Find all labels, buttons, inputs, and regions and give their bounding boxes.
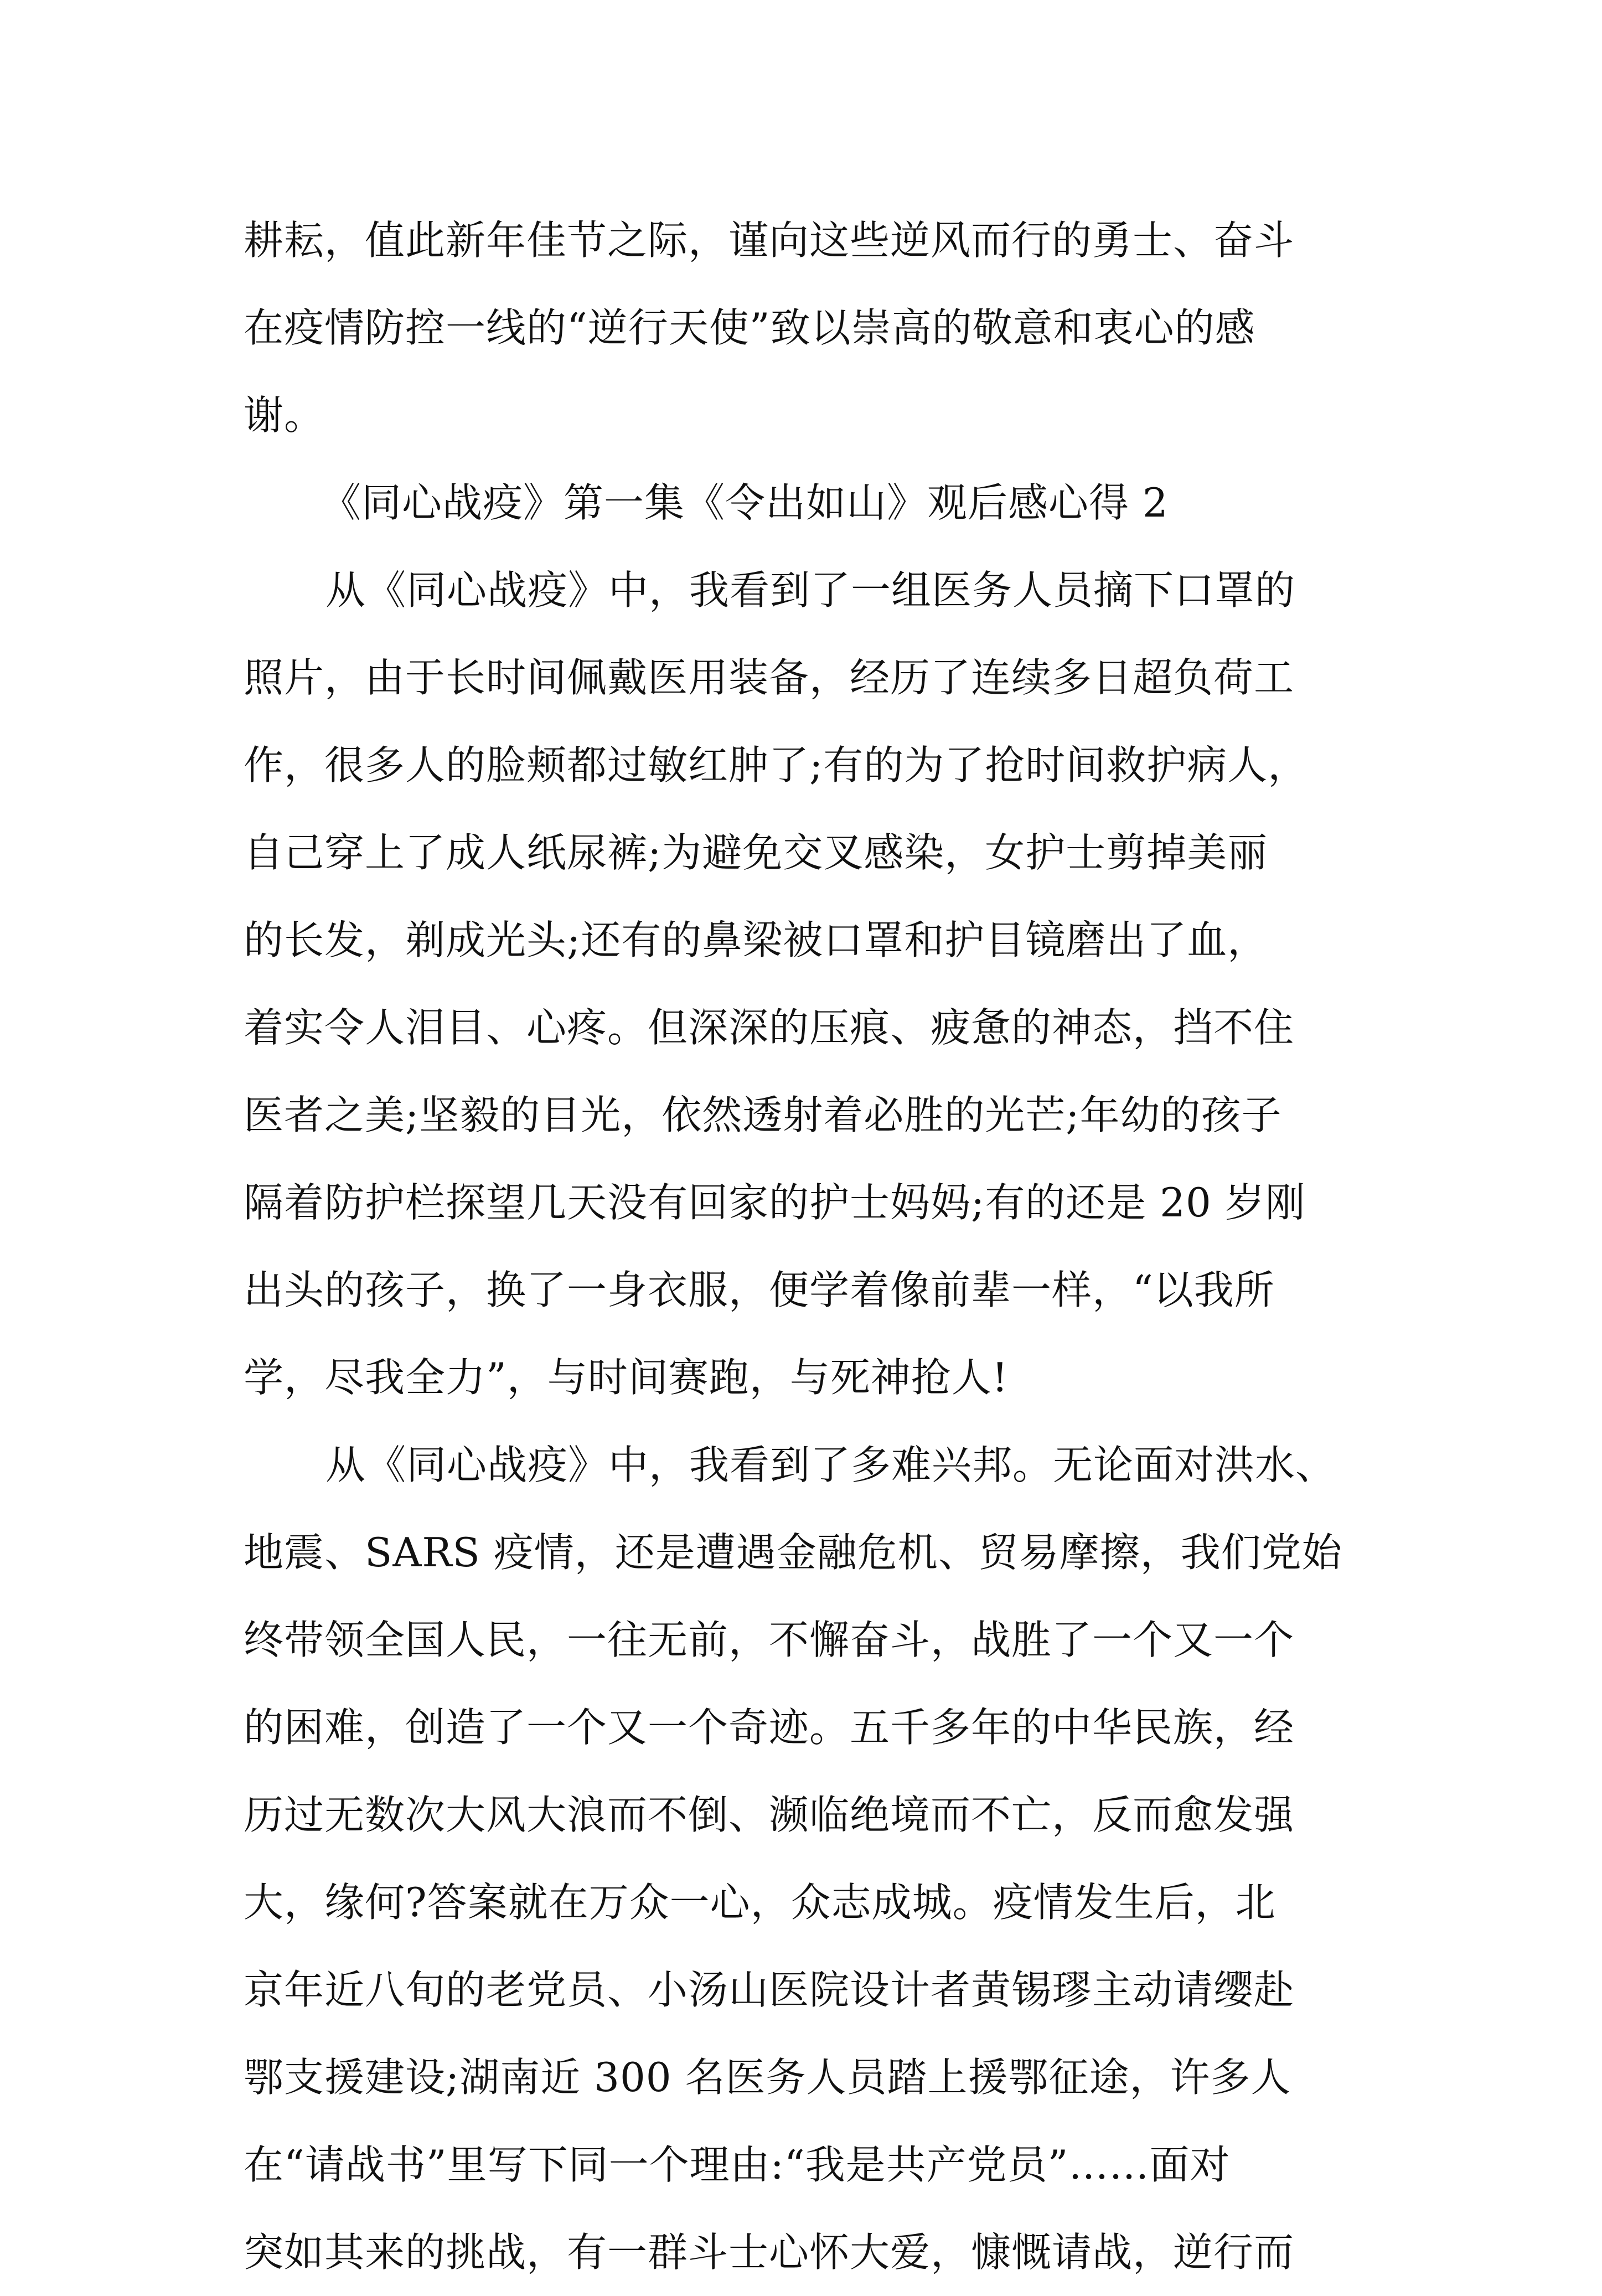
paragraph-line: 的长发，剃成光头;还有的鼻梁被口罩和护目镜磨出了血， (244, 917, 1268, 963)
paragraph-line: 医者之美;坚毅的目光，依然透射着必胜的光芒;年幼的孩子 (244, 1092, 1282, 1138)
paragraph-line: 着实令人泪目、心疼。但深深的压痕、疲惫的神态，挡不住 (244, 1004, 1295, 1051)
paragraph-line: 自己穿上了成人纸尿裤;为避免交叉感染，女护士剪掉美丽 (244, 829, 1268, 876)
section-heading: 《同心战疫》第一集《令出如山》观后感心得 2 (321, 479, 1169, 526)
paragraph-line: 终带领全国人民，一往无前，不懈奋斗，战胜了一个又一个 (244, 1617, 1295, 1663)
paragraph-line: 地震、SARS 疫情，还是遭遇金融危机、贸易摩擦，我们党始 (244, 1529, 1342, 1576)
paragraph-line: 从《同心战疫》中，我看到了一组医务人员摘下口罩的 (325, 567, 1296, 613)
paragraph-line: 在“请战书”里写下同一个理由:“我是共产党员”……面对 (244, 2142, 1231, 2188)
paragraph-line: 大，缘何?答案就在万众一心，众志成城。疫情发生后，北 (244, 1879, 1276, 1926)
paragraph-line: 京年近八旬的老党员、小汤山医院设计者黄锡璆主动请缨赴 (244, 1967, 1295, 2013)
paragraph-line: 突如其来的挑战，有一群斗士心怀大爱，慷慨请战，逆行而 (244, 2229, 1295, 2276)
paragraph-line: 从《同心战疫》中，我看到了多难兴邦。无论面对洪水、 (325, 1442, 1336, 1488)
text-line: 耕耘，值此新年佳节之际，谨向这些逆风而行的勇士、奋斗 (244, 217, 1295, 264)
paragraph-line: 鄂支援建设;湖南近 300 名医务人员踏上援鄂征途，许多人 (244, 2054, 1291, 2101)
paragraph-line: 作，很多人的脸颊都过敏红肿了;有的为了抢时间救护病人， (244, 742, 1309, 788)
paragraph-line: 学，尽我全力”，与时间赛跑，与死神抢人! (244, 1354, 1009, 1401)
text-line: 谢。 (244, 392, 325, 438)
paragraph-line: 出头的孩子，换了一身衣服，便学着像前辈一样，“以我所 (244, 1267, 1275, 1313)
document-body (244, 197, 1373, 2296)
paragraph-line: 历过无数次大风大浪而不倒、濒临绝境而不亡，反而愈发强 (244, 1792, 1295, 1838)
paragraph-line: 照片，由于长时间佩戴医用装备，经历了连续多日超负荷工 (244, 654, 1295, 701)
paragraph-line: 的困难，创造了一个又一个奇迹。五千多年的中华民族，经 (244, 1704, 1295, 1751)
text-line: 在疫情防控一线的“逆行天使”致以崇高的敬意和衷心的感 (244, 305, 1255, 351)
paragraph-line: 隔着防护栏探望几天没有回家的护士妈妈;有的还是 20 岁刚 (244, 1179, 1306, 1226)
